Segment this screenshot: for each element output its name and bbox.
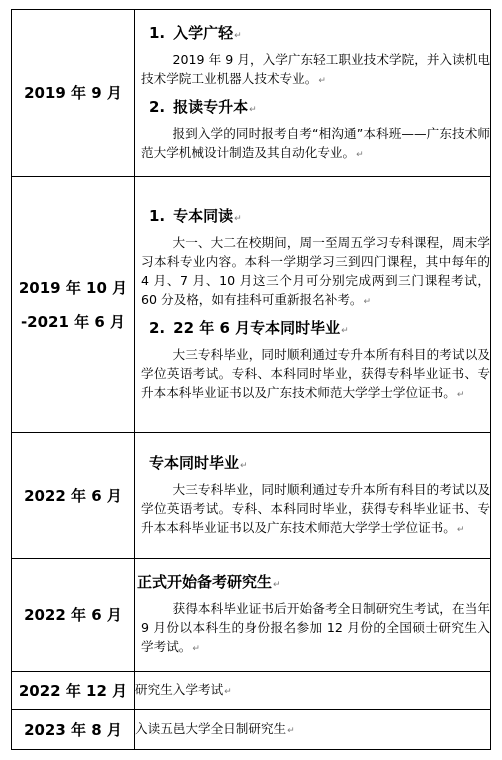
- paragraph-mark-icon: ↵: [273, 580, 281, 590]
- paragraph-mark-icon: ↵: [249, 104, 257, 115]
- timeline-row: [12, 559, 491, 672]
- date-line: 2022 年 12 月: [18, 681, 128, 700]
- paragraph-mark-icon: ↵: [318, 75, 326, 86]
- paragraph-mark-icon: ↵: [456, 524, 465, 535]
- section-heading: [149, 451, 490, 478]
- timeline-row: [12, 672, 491, 710]
- date-line: 2023 年 8 月: [24, 720, 122, 739]
- row-date: [12, 559, 135, 672]
- section-number: 2.: [149, 318, 166, 337]
- section-text-content: 报到入学的同时报考自考“相沟通”本科班——广东技术师范大学机械设计制造及其自动化专业。: [141, 125, 490, 160]
- paragraph-mark-icon: ↵: [234, 30, 242, 41]
- paragraph-mark-icon: ↵: [234, 213, 242, 224]
- row-date: [12, 672, 135, 710]
- paragraph-mark-icon: ↵: [240, 460, 248, 471]
- date-line: 2022 年 6 月: [24, 606, 122, 624]
- section-title: 22 年 6 月专本同时毕业: [173, 318, 341, 337]
- section-number: 1.: [149, 23, 166, 42]
- date-line: 2019 年 10 月: [18, 278, 128, 297]
- section-title: 报读专升本: [173, 97, 249, 116]
- timeline-row: [12, 177, 491, 433]
- section-text: [141, 233, 490, 312]
- section-heading: [149, 21, 490, 48]
- paragraph-mark-icon: ↵: [224, 686, 232, 697]
- paragraph-mark-icon: ↵: [363, 296, 372, 307]
- row-date: [12, 710, 135, 750]
- section-text-content: 2019 年 9 月，入学广东轻工职业技术学院，并入读机电技术学院工业机器人技术专业。: [141, 51, 490, 86]
- paragraph-mark-icon: ↵: [192, 644, 200, 654]
- row-plain-text: 入读五邑大学全日制研究生: [135, 720, 287, 736]
- paragraph-mark-icon: ↵: [341, 325, 349, 336]
- timeline-row: [12, 433, 491, 559]
- row-description: [135, 433, 491, 559]
- row-description: [135, 672, 491, 710]
- date-line: 2022 年 6 月: [24, 486, 122, 505]
- section-text-content: 大三专科毕业，同时顺利通过专升本所有科目的考试以及学位英语考试。专科、本科同时毕业，获得专科毕业证书、专升本本科毕业证书以及广东技术师范大学学士学位证书。: [141, 481, 490, 535]
- timeline-table: [11, 9, 491, 750]
- section-title: 入学广轻: [173, 23, 234, 42]
- section-text-content: 大三专科毕业，同时顺利通过专升本所有科目的考试以及学位英语考试。专科、本科同时毕业，获得专科毕业证书、专升本本科毕业证书以及广东技术师范大学学士学位证书。: [141, 346, 490, 400]
- section-heading: [149, 204, 490, 231]
- row-date: [12, 10, 135, 177]
- date-line: -2021 年 6 月: [20, 312, 126, 331]
- section-text: [141, 50, 490, 91]
- row-description: [135, 177, 491, 433]
- row-date: [12, 177, 135, 433]
- timeline-row: [12, 10, 491, 177]
- row-description: [135, 559, 491, 672]
- section-text: [141, 345, 490, 405]
- paragraph-mark-icon: ↵: [356, 149, 364, 160]
- section-number: 2.: [149, 97, 166, 116]
- section-text-content: 大一、大二在校期间，周一至周五学习专科课程，周末学习本科专业内容。本科一学期学习三到四门课程，其中每年的 4 月、7 月、10 月这三个月可分别完成两到三门课程考试，60 分及格，如有挂科可重新报名补考。: [141, 234, 490, 307]
- row-description: [135, 710, 491, 750]
- section-heading: [137, 570, 490, 597]
- section-heading: [149, 95, 490, 122]
- section-text: [141, 124, 490, 165]
- section-title: 专本同时毕业: [149, 453, 240, 472]
- section-title: 专本同读: [173, 206, 234, 225]
- paragraph-mark-icon: ↵: [456, 389, 465, 400]
- section-heading: [149, 316, 490, 343]
- row-description: [135, 10, 491, 177]
- section-text: [141, 480, 490, 540]
- section-text: [141, 599, 490, 659]
- section-text-content: 获得本科毕业证书后开始备考全日制研究生考试，在当年 9 月份以本科生的身份报名参加 12 月份的全国硕士研究生入学考试。: [141, 601, 490, 654]
- section-title: 正式开始备考研究生: [137, 573, 273, 591]
- section-number: 1.: [149, 206, 166, 225]
- paragraph-mark-icon: ↵: [287, 725, 295, 736]
- row-date: [12, 433, 135, 559]
- timeline-row: [12, 710, 491, 750]
- row-plain-text: 研究生入学考试: [135, 681, 224, 697]
- date-line: 2019 年 9 月: [24, 84, 122, 102]
